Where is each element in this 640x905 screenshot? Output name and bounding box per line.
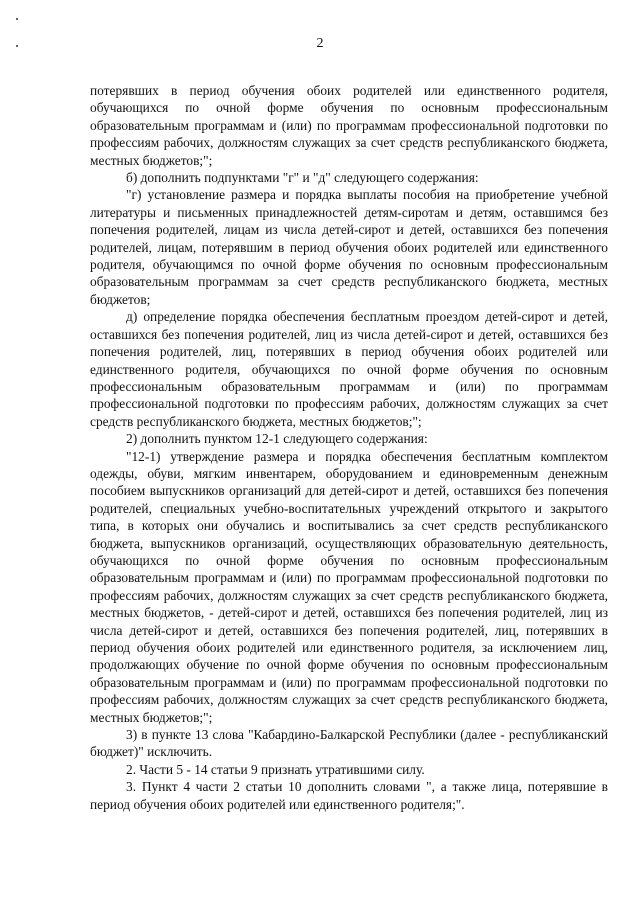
paragraph-subitem-b: б) дополнить подпунктами "г" и "д" следующего содержания: <box>126 170 479 186</box>
paragraph-subitem-g: "г) установление размера и порядка выплаты пособия на приобретение учебной литературы и письменных принадлежностей детям-сиротам и детям, оставшимся без попечения родителей, лицам из числа детей-сирот и детей, оставшихся без попечения родителей, лицам, потерявшим в период обучения обоих родителей или единственного родителя, обучающимся по очной форме обучения по основным профессиональным образовательным программам за счет средств республиканского бюджета, местных бюджетов; <box>90 187 608 307</box>
paragraph-item-3: 3) в пункте 13 слова "Кабардино-Балкарской Республики (далее - республиканский бюджет)" исключить. <box>90 727 608 760</box>
scan-artifact-dot <box>16 18 18 20</box>
page-number: 2 <box>316 36 324 51</box>
paragraph-part-3: 3. Пункт 4 части 2 статьи 10 дополнить словами ", а также лица, потерявшие в период обучения обоих родителей или единственного родителя;". <box>90 779 608 812</box>
paragraph-item-12-1: "12-1) утверждение размера и порядка обеспечения бесплатным комплектом одежды, обуви, мягким инвентарем, оборудованием и единовременным денежным пособием выпускников организаций для детей-сирот и детей, оставшихся без попечения родителей, специальных учебно-воспитательных учреждений открытого и закрытого типа, в которых они обучались и воспитывались за счет средств республиканского бюджета, выпускников организаций, осуществляющих образовательную деятельность, обучающихся по очной форме обучения по основным профессиональным образовательным программам и (или) по программам профессиональной подготовки по профессиям рабочих, должностям служащих за счет средств республиканского бюджета, местных бюджетов, - детей-сирот и детей, оставшихся без попечения родителей, лиц из числа детей-сирот и детей, оставшихся без попечения родителей, лиц, потерявших в период обучения обоих родителей или единственного родителя, за исключением лиц, продолжающих обучение по очной форме обучения по основным профессиональным образовательным программам и (или) по программам профессиональной подготовки по профессиям рабочих, должностям служащих за счет средств республиканского бюджета, местных бюджетов;"; <box>90 448 608 725</box>
paragraph-item-2: 2) дополнить пунктом 12-1 следующего содержания: <box>126 431 428 447</box>
paragraph-subitem-d: д) определение порядка обеспечения бесплатным проездом детей-сирот и детей, оставшихся без попечения родителей, лиц из числа детей-сирот и детей, оставшихся без попечения родителей, лиц, потерявших в период обучения обоих родителей или единственного родителя, обучающихся по очной форме обучения по основным профессиональным образовательным программам и (или) по программам профессиональной подготовки по профессиям рабочих, должностям служащих за счет средств республиканского бюджета, местных бюджетов;"; <box>90 309 608 429</box>
paragraph-part-2: 2. Части 5 - 14 статьи 9 признать утратившими силу. <box>126 761 425 777</box>
document-body <box>90 82 608 813</box>
paragraph-continuation: потерявших в период обучения обоих родителей или единственного родителя, обучающихся по очной форме обучения по основным профессиональным образовательным программам и (или) по программам профессиональной подготовки по профессиям рабочих, должностям служащих за счет средств республиканского бюджета, местных бюджетов;"; <box>90 83 608 168</box>
